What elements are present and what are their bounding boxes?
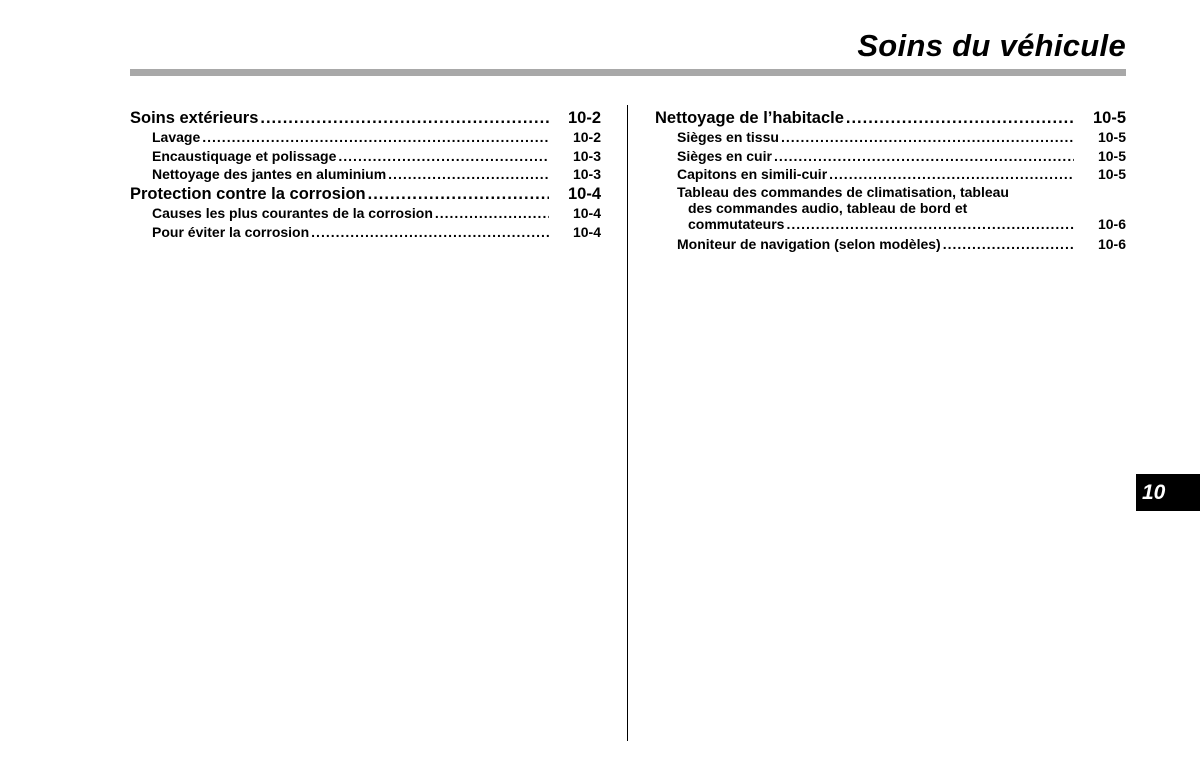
toc-entry[interactable] (655, 165, 1126, 184)
toc-entry[interactable] (655, 128, 1126, 147)
toc-leader (338, 147, 549, 166)
toc-entry-page: 10-6 (1097, 216, 1126, 233)
toc-leader (943, 235, 1074, 254)
toc-entry[interactable] (655, 147, 1126, 166)
toc-entry-page: 10-5 (1097, 147, 1126, 164)
toc-leader (786, 216, 1074, 232)
toc-entry-label: Encaustiquage et polissage (152, 147, 337, 164)
column-divider (627, 105, 628, 741)
toc-entry-page: 10-5 (1097, 166, 1126, 183)
toc-entry-page: 10-6 (1097, 236, 1126, 253)
toc-entry-page: 10-3 (572, 166, 601, 183)
toc-leader (829, 165, 1074, 184)
toc-entry[interactable] (130, 184, 601, 204)
toc-leader (202, 128, 549, 147)
toc-entry-label-continued: des commandes audio, tableau de bord et (688, 200, 968, 217)
toc-entry-label: Protection contre la corrosion (130, 185, 366, 204)
toc-entry-label: Soins extérieurs (130, 109, 259, 127)
toc-entry[interactable] (130, 204, 601, 223)
toc-leader (846, 108, 1074, 128)
toc-entry-label: Capitons en simili-cuir (677, 166, 828, 183)
toc-leader (435, 204, 549, 223)
toc-entry-label: Sièges en tissu (677, 129, 779, 145)
toc-left-column (130, 108, 601, 241)
toc-entry[interactable] (655, 235, 1126, 254)
toc-leader (260, 108, 549, 128)
toc-entry-label: Lavage (152, 129, 201, 145)
toc-right-column (655, 108, 1126, 254)
chapter-number: 10 (1142, 481, 1166, 504)
toc-entry-page: 10-2 (572, 129, 601, 145)
toc-entry-label: Tableau des commandes de climatisation, tableau (677, 184, 1009, 201)
toc-entry[interactable] (130, 223, 601, 242)
toc-entry-page: 10-5 (1097, 129, 1126, 145)
toc-entry-label: Nettoyage de l’habitacle (655, 109, 844, 127)
toc-entry-page: 10-2 (567, 109, 601, 127)
toc-entry-label: Nettoyage des jantes en aluminium (152, 166, 387, 183)
toc-entry-page: 10-4 (572, 205, 601, 222)
toc-entry-label: Pour éviter la corrosion (152, 223, 310, 240)
toc-entry[interactable] (655, 108, 1126, 128)
toc-entry[interactable] (130, 165, 601, 184)
toc-leader (774, 147, 1074, 166)
toc-leader (388, 165, 549, 184)
toc-entry-page: 10-5 (1092, 109, 1126, 127)
toc-leader (781, 128, 1074, 147)
toc-leader (368, 184, 549, 204)
toc-entry-page: 10-3 (572, 147, 601, 164)
toc-entry[interactable] (130, 128, 601, 147)
toc-entry-label: Causes les plus courantes de la corrosion (152, 205, 433, 222)
toc-leader (311, 223, 549, 242)
toc-entry[interactable] (130, 147, 601, 166)
toc-entry-label: Moniteur de navigation (selon modèles) (677, 236, 941, 253)
toc-entry[interactable] (655, 184, 1126, 232)
toc-entry-page: 10-4 (567, 185, 601, 204)
toc-entry-page: 10-4 (572, 223, 601, 240)
chapter-tab (1136, 474, 1200, 511)
toc-entry[interactable] (130, 108, 601, 128)
toc-entry-label-end: commutateurs (688, 216, 785, 233)
page-title: Soins du véhicule (857, 28, 1126, 63)
toc-entry-label: Sièges en cuir (677, 147, 772, 164)
title-rule (130, 69, 1126, 76)
